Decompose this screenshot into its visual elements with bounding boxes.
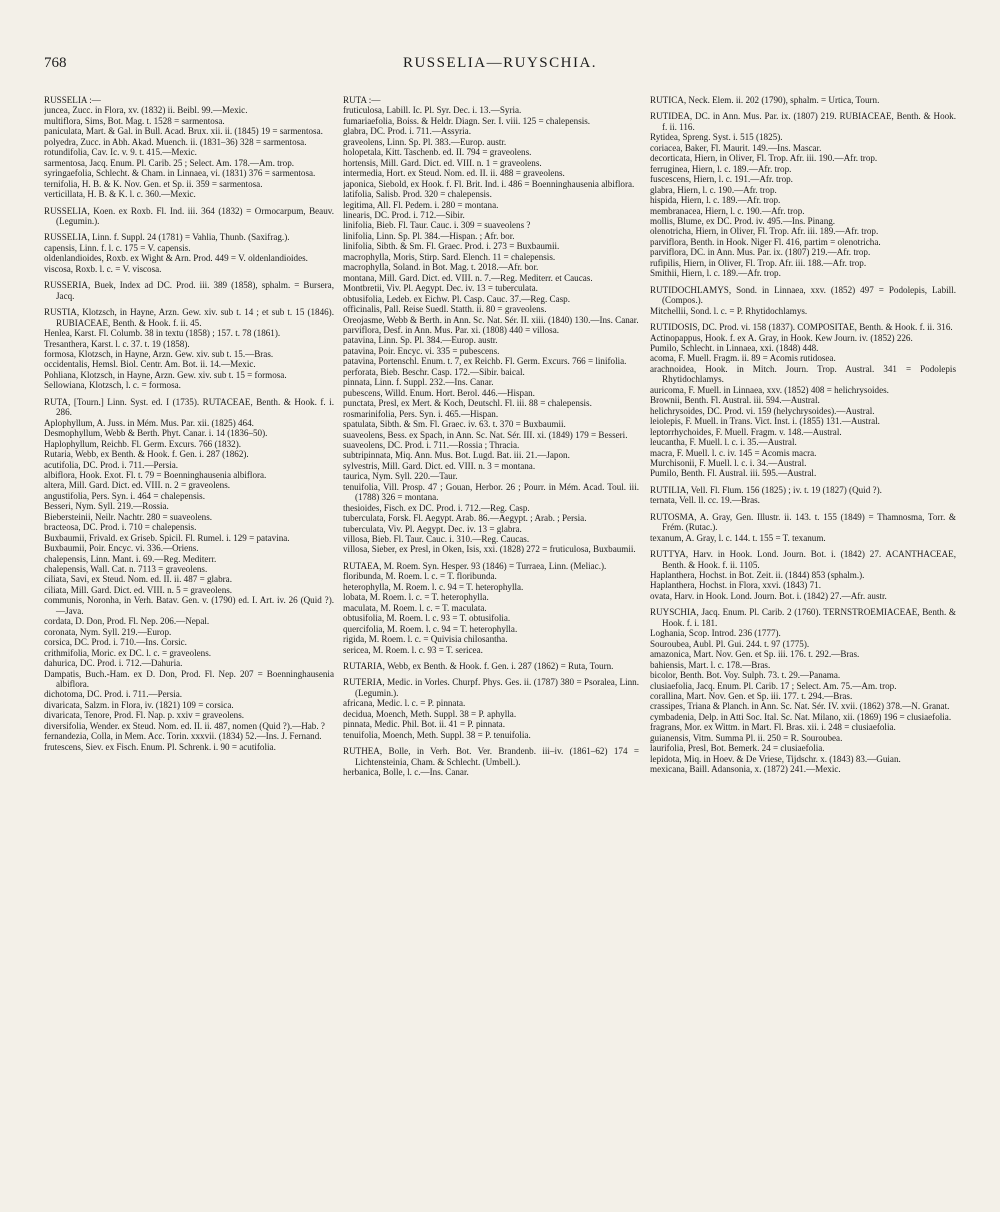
entry: fragrans, Mor. ex Wittm. in Mart. Fl. Bras. xii. i. 248 = clusiaefolia. xyxy=(650,722,896,733)
entry: oldenlandioides, Roxb. ex Wight & Arn. Prod. 449 = V. oldenlandioides. xyxy=(44,253,308,264)
entry: sylvestris, Mill. Gard. Dict. ed. VIII. n. 3 = montana. xyxy=(343,460,536,471)
entry: paniculata, Mart. & Gal. in Bull. Acad. Brux. xii. ii. (1845) 19 = sarmentosa. xyxy=(44,126,323,137)
entry: tenuifolia, Moench, Meth. Suppl. 38 = P. tenuifolia. xyxy=(343,729,531,740)
entry: Buxbaumii, Poir. Encyc. vi. 336.—Oriens. xyxy=(44,543,199,554)
entry: perforata, Bieb. Beschr. Casp. 172.—Sibir. baical. xyxy=(343,366,525,377)
entry: RUTERIA, Medic. in Vorles. Churpf. Phys. Ges. ii. (1787) 380 = Psoralea, Linn. (Legumin.). xyxy=(343,677,639,698)
entry: divaricata, Tenore, Prod. Fl. Nap. p. xxiv = graveolens. xyxy=(44,710,245,721)
entry: ternata, Vell. ll. cc. 19.—Bras. xyxy=(650,495,760,506)
entry: RUSTIA, Klotzsch, in Hayne, Arzn. Gew. xiv. sub t. 14 ; et sub t. 15 (1846). RUBIACEAE, Benth. & Hook. f. ii. 45. xyxy=(44,307,334,328)
entry: fruticulosa, Labill. Ic. Pl. Syr. Dec. i. 13.—Syria. xyxy=(343,105,522,116)
entry: villosa, Bieb. Fl. Taur. Cauc. i. 310.—Reg. Caucas. xyxy=(343,534,530,545)
entry: obtusifolia, M. Roem. l. c. 93 = T. obtusifolia. xyxy=(343,613,511,624)
entry: chalepensis, Wall. Cat. n. 7113 = graveolens. xyxy=(44,564,208,575)
entry: bahiensis, Mart. l. c. 178.—Bras. xyxy=(650,659,771,670)
column-left xyxy=(44,95,334,1200)
entry: Haplanthera, Hochst. in Bot. Zeit. ii. (1844) 853 (sphalm.). xyxy=(650,570,865,581)
entry: angustifolia, Pers. Syn. i. 464 = chalepensis. xyxy=(44,490,205,501)
entry: Dampatis, Buch.-Ham. ex D. Don, Prod. Fl. Nep. 207 = Boenninghausenia albiflora. xyxy=(44,668,334,690)
entry: maculata, M. Roem. l. c. = T. maculata. xyxy=(343,602,487,613)
entry: parviflora, Desf. in Ann. Mus. Par. xi. (1808) 440 = villosa. xyxy=(343,324,560,335)
entry: crithmifolia, Moric. ex DC. l. c. = graveolens. xyxy=(44,647,212,658)
entry: rufipilis, Hiern, in Oliver, Fl. Trop. Afr. iii. 188.—Afr. trop. xyxy=(650,257,867,268)
entry: dahurica, DC. Prod. i. 712.—Dahuria. xyxy=(44,658,183,669)
entry: RUTICA, Neck. Elem. ii. 202 (1790), sphalm. = Urtica, Tourn. xyxy=(650,95,880,105)
entry: Biebersteinii, Neilr. Nachtr. 280 = suaveolens. xyxy=(44,511,213,522)
entry: diversifolia, Wender. ex Steud. Nom. ed. II. ii. 487, nomen (Quid ?).—Hab. ? xyxy=(44,720,325,731)
entry: latifolia, Salisb. Prod. 320 = chalepensis. xyxy=(343,189,492,200)
entry: fuscescens, Hiern, l. c. 191.—Afr. trop. xyxy=(650,174,793,185)
entry: patavina, Poir. Encyc. vi. 335 = pubescens. xyxy=(343,345,500,356)
entry: RUTA :— xyxy=(343,95,381,105)
entry: Actinopappus, Hook. f. ex A. Gray, in Hook. Kew Journ. iv. (1852) 226. xyxy=(650,332,913,343)
entry: ciliata, Savi, ex Steud. Nom. ed. II. ii. 487 = glabra. xyxy=(44,574,232,585)
entry: macra, F. Muell. l. c. iv. 145 = Acomis macra. xyxy=(650,447,817,458)
entry: formosa, Klotzsch, in Hayne, Arzn. Gew. xiv. sub t. 15.—Bras. xyxy=(44,348,274,359)
entry: herbanica, Bolle, l. c.—Ins. Canar. xyxy=(343,767,469,778)
entry: thesioides, Fisch. ex DC. Prod. i. 712.—Reg. Casp. xyxy=(343,502,530,513)
entry: olenotricha, Hiern, in Oliver, Fl. Trop. Afr. iii. 189.—Afr. trop. xyxy=(650,226,879,237)
entry: RUTAEA, M. Roem. Syn. Hesper. 93 (1846) = Turraea, Linn. (Meliac.). xyxy=(343,560,607,571)
entry: glabra, DC. Prod. i. 711.—Assyria. xyxy=(343,126,471,137)
entry: rotundifolia, Cav. Ic. v. 9. t. 415.—Mexic. xyxy=(44,147,197,158)
entry: tuberculata, Viv. Pl. Aegypt. Dec. iv. 13 = glabra. xyxy=(343,523,522,534)
entry: Pumilo, Schlecht. in Linnaea, xxi. (1848) 448. xyxy=(650,342,819,353)
entry: RUTILIA, Vell. Fl. Flum. 156 (1825) ; iv. t. 19 (1827) (Quid ?). xyxy=(650,484,882,495)
entry: RUTIDEA, DC. in Ann. Mus. Par. ix. (1807) 219. RUBIACEAE, Benth. & Hook. f. ii. 116. xyxy=(650,111,956,132)
entry: syringaefolia, Schlecht. & Cham. in Linnaea, vi. (1831) 376 = sarmentosa. xyxy=(44,168,316,179)
entry: dichotoma, DC. Prod. i. 711.—Persia. xyxy=(44,689,183,700)
entry: auricoma, F. Muell. in Linnaea, xxv. (1852) 408 = helichrysoides. xyxy=(650,384,889,395)
entry: mollis, Blume, ex DC. Prod. iv. 495.—Ins. Pinang. xyxy=(650,215,836,226)
entry: lobata, M. Roem. l. c. = T. heterophylla. xyxy=(343,592,489,603)
entry: sarmentosa, Jacq. Enum. Pl. Carib. 25 ; Select. Am. 178.—Am. trop. xyxy=(44,157,295,168)
entry: lepidota, Miq. in Hoev. & De Vriese, Tijdschr. x. (1843) 83.—Guian. xyxy=(650,753,901,764)
entry: linifolia, Bieb. Fl. Taur. Cauc. i. 309 = suaveolens ? xyxy=(343,220,531,231)
entry: punctata, Presl, ex Mert. & Koch, Deutschl. Fl. iii. 88 = chalepensis. xyxy=(343,398,592,409)
entry: decidua, Moench, Meth. Suppl. 38 = P. aphylla. xyxy=(343,708,517,719)
entry: RUSSELIA :— xyxy=(44,95,101,105)
entry: Besseri, Nym. Syll. 219.—Rossia. xyxy=(44,501,169,512)
column-right xyxy=(650,95,956,1200)
entry: Smithii, Hiern, l. c. 189.—Afr. trop. xyxy=(650,268,781,279)
entry: guianensis, Vitm. Summa Pl. ii. 250 = R. Souroubea. xyxy=(650,732,843,743)
entry: RUTTYA, Harv. in Hook. Lond. Journ. Bot. i. (1842) 27. ACANTHACEAE, Benth. & Hook. f. ii. 1105. xyxy=(650,549,956,570)
entry: taurica, Nym. Syll. 220.—Taur. xyxy=(343,471,458,482)
entry: RUYSCHIA, Jacq. Enum. Pl. Carib. 2 (1760). TERNSTROEMIACEAE, Benth. & Hook. f. i. 181. xyxy=(650,607,956,628)
entry: Rutaria, Webb, ex Benth. & Hook. f. Gen. i. 287 (1862). xyxy=(44,449,249,460)
entry: frutescens, Siev. ex Fisch. Enum. Pl. Schrenk. i. 90 = acutifolia. xyxy=(44,741,276,752)
entry: acutifolia, DC. Prod. i. 711.—Persia. xyxy=(44,459,179,470)
entry: Tresanthera, Karst. l. c. 37. t. 19 (1858). xyxy=(44,338,190,349)
entry: RUTARIA, Webb, ex Benth. & Hook. f. Gen. i. 287 (1862) = Ruta, Tourn. xyxy=(343,661,614,672)
entry: corallina, Mart. Nov. Gen. et Sp. iii. 177. t. 294.—Bras. xyxy=(650,691,853,702)
entry: viscosa, Roxb. l. c. = V. viscosa. xyxy=(44,263,162,274)
entry: divaricata, Salzm. in Flora, iv. (1821) 109 = corsica. xyxy=(44,699,234,710)
entry: Montbretii, Viv. Pl. Aegypt. Dec. iv. 13 = tuberculata. xyxy=(343,283,538,294)
entry: tenuifolia, Vill. Prosp. 47 ; Gouan, Herbor. 26 ; Pourr. in Mém. Acad. Toul. iii. (1788) 326 = montana. xyxy=(343,481,639,503)
entry: Pohliana, Klotzsch, in Hayne, Arzn. Gew. xiv. sub t. 15 = formosa. xyxy=(44,369,287,380)
entry: decorticata, Hiern, in Oliver, Fl. Trop. Afr. iii. 190.—Afr. trop. xyxy=(650,153,878,164)
entry: bracteosa, DC. Prod. i. 710 = chalepensis. xyxy=(44,522,197,533)
entry: coronata, Nym. Syll. 219.—Europ. xyxy=(44,626,172,637)
column-middle xyxy=(343,95,639,1200)
entry: suaveolens, Bess. ex Spach, in Ann. Sc. Nat. Sér. III. xi. (1849) 179 = Besseri. xyxy=(343,429,628,440)
running-head: RUSSELIA—RUYSCHIA. xyxy=(402,55,598,71)
entry: RUTA, [Tourn.] Linn. Syst. ed. I (1735). RUTACEAE, Benth. & Hook. f. i. 286. xyxy=(44,396,334,418)
entry: Pumilo, Benth. Fl. Austral. iii. 595.—Austral. xyxy=(650,468,817,479)
entry: coriacea, Baker, Fl. Maurit. 149.—Ins. Mascar. xyxy=(650,142,822,153)
entry: RUSSELIA, Linn. f. Suppl. 24 (1781) = Vahlia, Thunb. (Saxifrag.). xyxy=(44,232,290,243)
entry: holopetala, Kitt. Taschenb. ed. II. 794 = graveolens. xyxy=(343,147,532,158)
entry: Mitchellii, Sond. l. c. = P. Rhytidochlamys. xyxy=(650,305,808,316)
entry: cordata, D. Don, Prod. Fl. Nep. 206.—Nepal. xyxy=(44,616,210,627)
entry: macrophylla, Soland. in Bot. Mag. t. 2018.—Afr. bor. xyxy=(343,262,539,273)
entry: Haplanthera, Hochst. in Flora, xxvi. (1843) 71. xyxy=(650,580,821,591)
entry: ternifolia, H. B. & K. Nov. Gen. et Sp. ii. 359 = sarmentosa. xyxy=(44,178,263,189)
entry: intermedia, Hort. ex Steud. Nom. ed. II. ii. 488 = graveolens. xyxy=(343,168,565,179)
entry: occidentalis, Hemsl. Biol. Centr. Am. Bot. ii. 14.—Mexic. xyxy=(44,359,256,370)
entry: pinnata, Medic. Phil. Bot. ii. 41 = P. pinnata. xyxy=(343,719,505,730)
entry: RUTIDOCHLAMYS, Sond. in Linnaea, xxv. (1852) 497 = Podolepis, Labill. (Compos.). xyxy=(650,284,956,306)
entry: patavina, Linn. Sp. Pl. 384.—Europ. austr. xyxy=(343,335,498,346)
entry: floribunda, M. Roem. l. c. = T. floribunda. xyxy=(343,571,497,582)
entry: crassipes, Triana & Planch. in Ann. Sc. Nat. Sér. IV. xvii. (1862) 378.—N. Granat. xyxy=(650,701,950,712)
entry: japonica, Siebold, ex Hook. f. Fl. Brit. Ind. i. 486 = Boenninghausenia albiflora. xyxy=(343,178,635,189)
entry: fernandezia, Colla, in Mem. Acc. Torin. xxxvii. (1834) 52.—Ins. J. Fernand. xyxy=(44,731,322,742)
page-number: 768 xyxy=(44,55,67,71)
entry: rigida, M. Roem. l. c. = Quivisia chilosantha. xyxy=(343,634,508,645)
entry: helichrysoides, DC. Prod. vi. 159 (helychrysoides).—Austral. xyxy=(650,405,875,416)
entry: leiolepis, F. Muell. in Trans. Vict. Inst. i. (1855) 131.—Austral. xyxy=(650,416,880,427)
entry: multiflora, Sims, Bot. Mag. t. 1528 = sarmentosa. xyxy=(44,115,225,126)
entry: graveolens, Linn. Sp. Pl. 383.—Europ. austr. xyxy=(343,136,507,147)
entry: Buxbaumii, Frivald. ex Griseb. Spicil. Fl. Rumel. i. 129 = patavina. xyxy=(44,532,290,543)
entry: Brownii, Benth. Fl. Austral. iii. 594.—Austral. xyxy=(650,395,820,406)
entry: albiflora, Hook. Exot. Fl. t. 79 = Boenninghausenia albiflora. xyxy=(44,469,267,480)
entry: juncea, Zucc. in Flora, xv. (1832) ii. Beibl. 99.—Mexic. xyxy=(44,105,248,116)
entry: clusiaefolia, Jacq. Enum. Pl. Carib. 17 ; Select. Am. 75.—Am. trop. xyxy=(650,680,897,691)
entry: subtripinnata, Miq. Ann. Mus. Bot. Lugd. Bat. iii. 21.—Japon. xyxy=(343,450,570,461)
entry: membranacea, Hiern, l. c. 190.—Afr. trop. xyxy=(650,205,805,216)
entry: amazonica, Mart. Nov. Gen. et Sp. iii. 176. t. 292.—Bras. xyxy=(650,649,860,660)
entry: tuberculata, Forsk. Fl. Aegypt. Arab. 86.—Aegypt. ; Arab. ; Persia. xyxy=(343,513,587,524)
entry: hispida, Hiern, l. c. 189.—Afr. trop. xyxy=(650,195,781,206)
entry: laurifolia, Presl, Bot. Bemerk. 24 = clusiaefolia. xyxy=(650,743,825,754)
entry: acoma, F. Muell. Fragm. ii. 89 = Acomis rutidosea. xyxy=(650,353,836,364)
entry: chalepensis, Linn. Mant. i. 69.—Reg. Mediterr. xyxy=(44,553,217,564)
entry: Henlea, Karst. Fl. Columb. 38 in textu (1858) ; 157. t. 78 (1861). xyxy=(44,328,281,339)
entry: sericea, M. Roem. l. c. 93 = T. sericea. xyxy=(343,644,483,655)
entry: legitima, All. Fl. Pedem. i. 280 = montana. xyxy=(343,199,499,210)
entry: Sellowiana, Klotzsch, l. c. = formosa. xyxy=(44,380,181,391)
entry: Aplophyllum, A. Juss. in Mém. Mus. Par. xii. (1825) 464. xyxy=(44,417,254,428)
entry: corsica, DC. Prod. i. 710.—Ins. Corsic. xyxy=(44,637,187,648)
entry: RUSSERIA, Buek, Index ad DC. Prod. iii. 389 (1858), sphalm. = Bursera, Jacq. xyxy=(44,280,334,301)
entry: RUTIDOSIS, DC. Prod. vi. 158 (1837). COMPOSITAE, Benth. & Hook. f. ii. 316. xyxy=(650,322,953,333)
entry: RUSSELIA, Koen. ex Roxb. Fl. Ind. iii. 364 (1832) = Ormocarpum, Beauv. (Legumin.). xyxy=(44,205,334,226)
entry: RUTOSMA, A. Gray, Gen. Illustr. ii. 143. t. 155 (1849) = Thamnosma, Torr. & Frém. (Rutac.). xyxy=(650,511,956,533)
entry: altera, Mill. Gard. Dict. ed. VIII. n. 2 = graveolens. xyxy=(44,480,231,491)
entry: obtusifolia, Ledeb. ex Eichw. Pl. Casp. Cauc. 37.—Reg. Casp. xyxy=(343,293,570,304)
entry: ferruginea, Hiern, l. c. 189.—Afr. trop. xyxy=(650,163,792,174)
entry: Rytidea, Spreng. Syst. i. 515 (1825). xyxy=(650,132,783,143)
entry: pinnata, Linn. f. Suppl. 232.—Ins. Canar. xyxy=(343,377,494,388)
entry: verticillata, H. B. & K. l. c. 360.—Mexic. xyxy=(44,189,196,200)
entry: ciliata, Mill. Gard. Dict. ed. VIII. n. 5 = graveolens. xyxy=(44,584,233,595)
entry: Desmophyllum, Webb & Berth. Phyt. Canar. i. 14 (1836–50). xyxy=(44,428,268,439)
entry: Murchisonii, F. Muell. l. c. i. 34.—Austral. xyxy=(650,457,807,468)
entry: Oreojasme, Webb & Berth. in Ann. Sc. Nat. Sér. II. xiii. (1840) 130.—Ins. Canar. xyxy=(343,314,639,325)
entry: fumariaefolia, Boiss. & Heldr. Diagn. Ser. I. viii. 125 = chalepensis. xyxy=(343,115,591,126)
entry: parviflora, Benth. in Hook. Niger Fl. 416, partim = olenotricha. xyxy=(650,236,881,247)
entry: capensis, Linn. f. l. c. 175 = V. capensis. xyxy=(44,242,191,253)
entry: parviflora, DC. in Ann. Mus. Par. ix. (1807) 219.—Afr. trop. xyxy=(650,247,871,258)
entry: mexicana, Baill. Adansonia, x. (1872) 241.—Mexic. xyxy=(650,764,841,775)
entry: leucantha, F. Muell. l. c. i. 35.—Austral. xyxy=(650,437,797,448)
entry: texanum, A. Gray, l. c. 144. t. 155 = T. texanum. xyxy=(650,532,826,543)
entry: cymbadenia, Delp. in Atti Soc. Ital. Sc. Nat. Milano, xii. (1869) 196 = clusiaefolia. xyxy=(650,711,952,722)
entry: bicolor, Benth. Bot. Voy. Sulph. 73. t. 29.—Panama. xyxy=(650,670,841,681)
entry: suaveolens, DC. Prod. i. 711.—Rossia ; Thracia. xyxy=(343,439,520,450)
entry: linearis, DC. Prod. i. 712.—Sibir. xyxy=(343,209,465,220)
entry: Loghania, Scop. Introd. 236 (1777). xyxy=(650,628,781,639)
entry: rosmarinifolia, Pers. Syn. i. 465.—Hispan. xyxy=(343,408,499,419)
entry: macrophylla, Moris, Stirp. Sard. Elench. 11 = chalepensis. xyxy=(343,251,556,262)
entry: officinalis, Pall. Reise Suedl. Statth. ii. 80 = graveolens. xyxy=(343,304,547,315)
entry: linifolia, Linn. Sp. Pl. 384.—Hispan. ; Afr. bor. xyxy=(343,230,515,241)
entry: Souroubea, Aubl. Pl. Gui. 244. t. 97 (1775). xyxy=(650,638,810,649)
entry: leptorrhychoides, F. Muell. Fragm. v. 148.—Austral. xyxy=(650,426,842,437)
entry: quercifolia, M. Roem. l. c. 94 = T. heterophylla. xyxy=(343,623,518,634)
entry: polyedra, Zucc. in Abh. Akad. Muench. ii. (1831–36) 328 = sarmentosa. xyxy=(44,136,307,147)
entry: africana, Medic. l. c. = P. pinnata. xyxy=(343,698,466,709)
entry: glabra, Hiern, l. c. 190.—Afr. trop. xyxy=(650,184,777,195)
entry: patavina, Portenschl. Enum. t. 7, ex Reichb. Fl. Germ. Excurs. 766 = linifolia. xyxy=(343,356,627,367)
entry: arachnoidea, Hook. in Mitch. Journ. Trop. Austral. 341 = Podolepis Rhytidochlamys. xyxy=(650,363,956,385)
entry: spatulata, Sibth. & Sm. Fl. Graec. iv. 63. t. 370 = Buxbaumii. xyxy=(343,419,566,430)
entry: pubescens, Willd. Enum. Hort. Berol. 446.—Hispan. xyxy=(343,387,535,398)
entry: heterophylla, M. Roem. l. c. 94 = T. heterophylla. xyxy=(343,581,524,592)
entry: montana, Mill. Gard. Dict. ed. VIII. n. 7.—Reg. Mediterr. et Caucas. xyxy=(343,272,593,283)
entry: ovata, Harv. in Hook. Lond. Journ. Bot. i. (1842) 27.—Afr. austr. xyxy=(650,590,887,601)
entry: communis, Noronha, in Verh. Batav. Gen. v. (1790) ed. I. Art. iv. 26 (Quid ?).—Java. xyxy=(44,595,334,616)
entry: villosa, Sieber, ex Presl, in Oken, Isis, xxi. (1828) 272 = fruticulosa, Buxbaumii. xyxy=(343,544,636,555)
entry: linifolia, Sibth. & Sm. Fl. Graec. Prod. i. 273 = Buxbaumii. xyxy=(343,241,560,252)
entry: hortensis, Mill. Gard. Dict. ed. VIII. n. 1 = graveolens. xyxy=(343,157,542,168)
entry: Haplophyllum, Reichb. Fl. Germ. Excurs. 766 (1832). xyxy=(44,438,242,449)
entry: RUTHEA, Bolle, in Verh. Bot. Ver. Brandenb. iii–iv. (1861–62) 174 = Lichtensteinia, Cham. & Schlecht. (Umbell.). xyxy=(343,746,639,767)
